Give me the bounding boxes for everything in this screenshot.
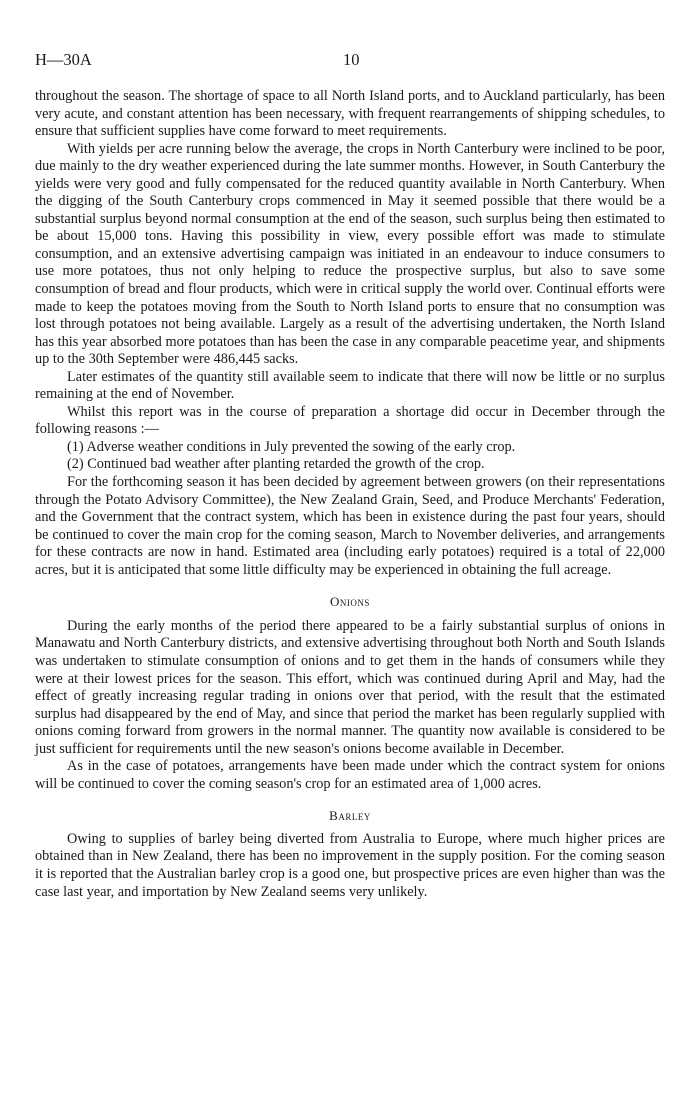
page-header	[35, 50, 665, 76]
potatoes-contract-paragraph: For the forthcoming season it has been decided by agreement between growers (on their representations through the Potato Advisory Committee), the New Zealand Grain, Seed, and Produce Merchants' Federation, and the Government that the contract system, which has been in existence during the past four years, should be continued to cover the main crop for the coming season, March to November deliveries, and arrangements for these contracts are now in hand. Estimated area (including early potatoes) required is a total of 22,000 acres, but it is anticipated that some little difficulty may be experienced in obtaining the full acreage.	[35, 474, 665, 578]
shortage-reason-2: (2) Continued bad weather after planting retarded the growth of the crop.	[67, 456, 485, 473]
potatoes-shortage-paragraph: Whilst this report was in the course of preparation a shortage did occur in December through the following reasons :—	[35, 403, 665, 438]
document-body	[35, 88, 665, 901]
potatoes-yields-paragraph: With yields per acre running below the average, the crops in North Canterbury were inclined to be poor, due mainly to the dry weather experienced during the late summer months. However, in South Canterbury the yields were very good and fully compensated for the reduced quantity available in North Canterbury. When the digging of the South Canterbury crops commenced in May it seemed possible that there would be a substantial surplus beyond normal consumption at the end of the season, such surplus being then estimated to be about 15,000 tons. Having this possibility in view, every possible effort was made to stimulate consumption, and an extensive advertising campaign was initiated in an endeavour to induce consumers to use more potatoes, thus not only helping to reduce the prospective surplus, but also to save some consumption of bread and flour products, which were in critical supply the world over. Continual efforts were made to keep the potatoes moving from the South to North Island ports to ensure that no consumption was lost through potatoes not being available. Largely as a result of the advertising undertaken, the North Island has this year absorbed more potatoes than has been the case in any comparable peacetime year, and shipments up to the 30th September were 486,445 sacks.	[35, 140, 665, 368]
barley-paragraph: Owing to supplies of barley being diverted from Australia to Europe, where much higher prices are obtained than in New Zealand, there has been no improvement in the supply position. For the coming season it is reported that the Australian barley crop is a good one, but prospective prices are even higher than was the case last year, and importation by New Zealand seems very unlikely.	[35, 830, 665, 900]
shortage-reason-1: (1) Adverse weather conditions in July prevented the sowing of the early crop.	[67, 438, 516, 455]
document-reference: H—30A	[35, 50, 92, 69]
potatoes-paragraph-continued: throughout the season. The shortage of space to all North Island ports, and to Auckland particularly, has been very acute, and constant attention has been necessary, with frequent rearrangements of shipping schedules, to ensure that sufficient supplies have come forward to meet requirements.	[35, 88, 665, 140]
onions-paragraph-1: During the early months of the period there appeared to be a fairly substantial surplus of onions in Manawatu and North Canterbury districts, and extensive advertising throughout both North and South Islands was undertaken to stimulate consumption of onions and to get them in the hands of consumers while they were at their lowest prices for the season. This effort, which was continued during April and May, had the effect of greatly increasing regular trading in onions over that period, with the result that the estimated surplus had disappeared by the end of May, and since that period the market has been regularly supplied with onions coming forward from growers in the normal manner. The quantity now available is considered to be just sufficient for requirements until the new season's onions become available in December.	[35, 617, 665, 757]
onions-paragraph-2: As in the case of potatoes, arrangements have been made under which the contract system for onions will be continued to cover the coming season's crop for an estimated area of 1,000 acres.	[35, 758, 665, 792]
barley-heading: Barley	[329, 808, 371, 824]
onions-heading: Onions	[330, 594, 370, 610]
potatoes-surplus-paragraph: Later estimates of the quantity still available seem to indicate that there will now be little or no surplus remaining at the end of November.	[35, 368, 665, 403]
page-number: 10	[343, 50, 360, 69]
